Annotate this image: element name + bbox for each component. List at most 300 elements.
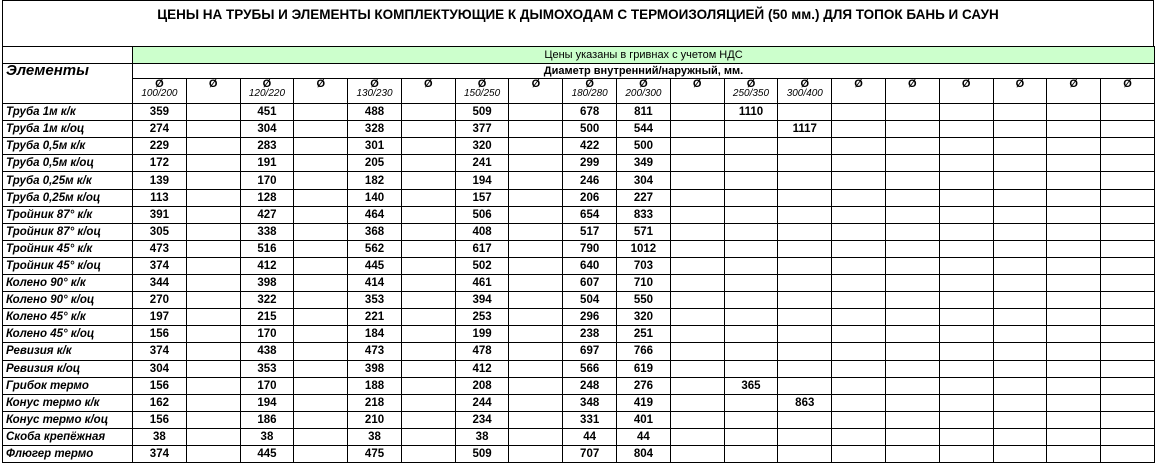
- price-cell: 365: [724, 377, 778, 394]
- price-cell: [1047, 223, 1101, 240]
- price-cell: 488: [348, 104, 402, 121]
- price-cell: [186, 343, 240, 360]
- diameter-value: 150/250: [464, 88, 501, 100]
- price-cell: [939, 360, 993, 377]
- diameter-value: 180/280: [571, 88, 608, 100]
- price-cell: 509: [455, 104, 509, 121]
- price-cell: 359: [133, 104, 187, 121]
- price-cell: [670, 377, 724, 394]
- price-cell: [993, 155, 1047, 172]
- element-name: Ревизия к/оц: [3, 360, 133, 377]
- price-cell: [401, 121, 455, 138]
- price-cell: [670, 206, 724, 223]
- diameter-symbol: Ø: [208, 78, 218, 91]
- price-cell: 398: [348, 360, 402, 377]
- table-row: [3, 377, 1155, 394]
- price-cell: [294, 411, 348, 428]
- price-cell: [885, 121, 939, 138]
- table-row: [3, 343, 1155, 360]
- price-cell: [1101, 411, 1155, 428]
- price-cell: [885, 206, 939, 223]
- diameter-header: Диаметр внутренний/наружный, мм.: [133, 64, 1155, 79]
- price-cell: [509, 360, 563, 377]
- price-cell: [724, 428, 778, 445]
- table-row: [3, 326, 1155, 343]
- table-row: [3, 172, 1155, 189]
- price-cell: [832, 292, 886, 309]
- price-cell: 502: [455, 257, 509, 274]
- diameter-value: 120/220: [248, 88, 286, 100]
- table-row: [3, 394, 1155, 411]
- price-cell: [1047, 445, 1101, 462]
- price-cell: 234: [455, 411, 509, 428]
- price-cell: [939, 240, 993, 257]
- price-cell: [778, 206, 832, 223]
- price-cell: 500: [563, 121, 617, 138]
- price-cell: [294, 309, 348, 326]
- diameter-col-6: [455, 79, 509, 104]
- price-cell: 186: [240, 411, 294, 428]
- price-cell: [186, 104, 240, 121]
- price-cell: [885, 377, 939, 394]
- price-cell: [401, 155, 455, 172]
- price-cell: [832, 138, 886, 155]
- price-cell: [670, 360, 724, 377]
- price-cell: [724, 309, 778, 326]
- table-row: [3, 309, 1155, 326]
- price-cell: 113: [133, 189, 187, 206]
- price-cell: [778, 292, 832, 309]
- diameter-symbol: Ø: [1123, 78, 1132, 91]
- price-cell: [401, 445, 455, 462]
- price-cell: 445: [348, 257, 402, 274]
- price-cell: 244: [455, 394, 509, 411]
- price-cell: [724, 360, 778, 377]
- price-cell: [885, 172, 939, 189]
- price-cell: [1101, 189, 1155, 206]
- price-cell: 206: [563, 189, 617, 206]
- price-cell: [939, 172, 993, 189]
- price-cell: 299: [563, 155, 617, 172]
- price-cell: 445: [240, 445, 294, 462]
- element-name: Конус термо к/к: [3, 394, 133, 411]
- price-cell: 607: [563, 275, 617, 292]
- price-cell: 331: [563, 411, 617, 428]
- price-cell: [724, 172, 778, 189]
- price-cell: [1101, 138, 1155, 155]
- price-cell: [885, 240, 939, 257]
- price-cell: 182: [348, 172, 402, 189]
- price-cell: [186, 326, 240, 343]
- element-name: Колено 45° к/оц: [3, 326, 133, 343]
- price-cell: [294, 275, 348, 292]
- price-cell: 221: [348, 309, 402, 326]
- price-cell: [724, 223, 778, 240]
- price-cell: [778, 275, 832, 292]
- price-cell: [294, 292, 348, 309]
- price-cell: [778, 223, 832, 240]
- price-cell: [1047, 377, 1101, 394]
- price-cell: [509, 104, 563, 121]
- price-cell: [724, 326, 778, 343]
- price-cell: [832, 104, 886, 121]
- price-cell: [401, 309, 455, 326]
- price-cell: [670, 257, 724, 274]
- price-cell: [778, 309, 832, 326]
- price-cell: 640: [563, 257, 617, 274]
- price-cell: 1110: [724, 104, 778, 121]
- diameter-symbol: Ø: [639, 78, 648, 91]
- price-cell: [939, 257, 993, 274]
- price-cell: [939, 275, 993, 292]
- price-cell: 419: [617, 394, 671, 411]
- price-cell: [939, 155, 993, 172]
- diameter-col-15: [939, 79, 993, 104]
- price-cell: 710: [617, 275, 671, 292]
- price-cell: [1047, 240, 1101, 257]
- price-cell: [993, 326, 1047, 343]
- price-cell: [401, 275, 455, 292]
- table-row: [3, 121, 1155, 138]
- diameter-symbol: Ø: [477, 78, 487, 91]
- diameter-value: 100/200: [141, 88, 178, 100]
- price-cell: 253: [455, 309, 509, 326]
- price-cell: [401, 428, 455, 445]
- diameter-col-5: [401, 79, 455, 104]
- price-cell: [939, 104, 993, 121]
- price-cell: [670, 189, 724, 206]
- element-name: Грибок термо: [3, 377, 133, 394]
- price-cell: [993, 138, 1047, 155]
- price-cell: [186, 445, 240, 462]
- element-name: Колено 45° к/к: [3, 309, 133, 326]
- price-cell: [724, 257, 778, 274]
- price-cell: [832, 275, 886, 292]
- element-name: Труба 0,5м к/к: [3, 138, 133, 155]
- diameter-symbol: Ø: [531, 78, 541, 91]
- price-cell: [294, 343, 348, 360]
- diameter-col-11: [724, 79, 778, 104]
- price-cell: [401, 326, 455, 343]
- table-row: [3, 104, 1155, 121]
- price-cell: [993, 394, 1047, 411]
- price-cell: [1047, 104, 1101, 121]
- price-cell: 170: [240, 326, 294, 343]
- price-cell: 304: [240, 121, 294, 138]
- diameter-col-16: [993, 79, 1047, 104]
- price-cell: [832, 326, 886, 343]
- price-cell: 44: [617, 428, 671, 445]
- price-cell: 804: [617, 445, 671, 462]
- price-cell: 322: [240, 292, 294, 309]
- price-cell: [401, 257, 455, 274]
- price-cell: [294, 240, 348, 257]
- price-cell: [294, 377, 348, 394]
- price-cell: 156: [133, 326, 187, 343]
- price-cell: [832, 155, 886, 172]
- price-cell: [832, 360, 886, 377]
- element-name: Конус термо к/оц: [3, 411, 133, 428]
- price-cell: [778, 138, 832, 155]
- diameter-col-14: [885, 79, 939, 104]
- price-cell: [885, 343, 939, 360]
- price-cell: 654: [563, 206, 617, 223]
- price-cell: [885, 138, 939, 155]
- price-cell: 401: [617, 411, 671, 428]
- table-row: [3, 155, 1155, 172]
- diameter-value: 300/400: [786, 88, 823, 100]
- price-cell: [401, 394, 455, 411]
- price-cell: 1117: [778, 121, 832, 138]
- price-cell: [401, 292, 455, 309]
- price-cell: 509: [455, 445, 509, 462]
- price-cell: 475: [348, 445, 402, 462]
- price-cell: 473: [348, 343, 402, 360]
- diameter-symbol: Ø: [1069, 78, 1078, 91]
- price-cell: [1101, 104, 1155, 121]
- price-cell: [294, 445, 348, 462]
- price-cell: 248: [563, 377, 617, 394]
- price-cell: [885, 445, 939, 462]
- price-cell: [724, 411, 778, 428]
- price-cell: 506: [455, 206, 509, 223]
- price-cell: [186, 428, 240, 445]
- price-sheet: [2, 0, 1154, 463]
- price-cell: 205: [348, 155, 402, 172]
- price-cell: [832, 172, 886, 189]
- price-cell: 283: [240, 138, 294, 155]
- price-cell: [509, 189, 563, 206]
- price-cell: [993, 189, 1047, 206]
- price-cell: [778, 189, 832, 206]
- price-cell: [401, 172, 455, 189]
- price-cell: [401, 343, 455, 360]
- price-cell: [832, 206, 886, 223]
- price-cell: 227: [617, 189, 671, 206]
- price-cell: [939, 428, 993, 445]
- price-cell: 241: [455, 155, 509, 172]
- price-cell: [401, 240, 455, 257]
- price-cell: [1101, 240, 1155, 257]
- price-cell: 276: [617, 377, 671, 394]
- price-cell: [294, 206, 348, 223]
- price-cell: [401, 189, 455, 206]
- price-cell: [939, 377, 993, 394]
- diameter-symbol: Ø: [370, 78, 379, 91]
- diameter-col-13: [832, 79, 886, 104]
- price-cell: [670, 121, 724, 138]
- table-row: [3, 360, 1155, 377]
- price-cell: [294, 104, 348, 121]
- price-cell: [993, 428, 1047, 445]
- table-row: [3, 223, 1155, 240]
- price-cell: [670, 292, 724, 309]
- price-cell: [509, 138, 563, 155]
- price-cell: [1047, 172, 1101, 189]
- price-cell: 320: [617, 309, 671, 326]
- price-cell: [832, 411, 886, 428]
- price-cell: 210: [348, 411, 402, 428]
- price-cell: [993, 360, 1047, 377]
- price-cell: [778, 240, 832, 257]
- table-row: [3, 257, 1155, 274]
- price-cell: [832, 240, 886, 257]
- price-cell: 251: [617, 326, 671, 343]
- price-cell: 38: [240, 428, 294, 445]
- price-cell: [993, 104, 1047, 121]
- table-row: [3, 206, 1155, 223]
- price-cell: 353: [240, 360, 294, 377]
- price-cell: 571: [617, 223, 671, 240]
- note-spacer: [3, 47, 133, 64]
- element-name: Скоба крепёжная: [3, 428, 133, 445]
- price-cell: [670, 172, 724, 189]
- price-cell: [401, 377, 455, 394]
- price-cell: [993, 121, 1047, 138]
- price-cell: [885, 257, 939, 274]
- price-cell: [778, 257, 832, 274]
- price-cell: [1101, 172, 1155, 189]
- table-row: [3, 292, 1155, 309]
- price-cell: [993, 257, 1047, 274]
- table-row: [3, 189, 1155, 206]
- price-cell: [186, 377, 240, 394]
- element-name: Труба 0,25м к/к: [3, 172, 133, 189]
- price-cell: 461: [455, 275, 509, 292]
- price-cell: [1047, 309, 1101, 326]
- price-cell: 348: [563, 394, 617, 411]
- price-cell: [670, 394, 724, 411]
- price-cell: 464: [348, 206, 402, 223]
- price-cell: [509, 309, 563, 326]
- price-cell: [724, 445, 778, 462]
- price-cell: 238: [563, 326, 617, 343]
- diameter-symbol: Ø: [262, 78, 272, 91]
- price-cell: [724, 240, 778, 257]
- element-name: Труба 1м к/оц: [3, 121, 133, 138]
- price-cell: [401, 104, 455, 121]
- price-cell: [509, 326, 563, 343]
- element-name: Тройник 87° к/оц: [3, 223, 133, 240]
- price-cell: [294, 223, 348, 240]
- price-cell: 38: [133, 428, 187, 445]
- price-cell: [1101, 155, 1155, 172]
- price-cell: [401, 138, 455, 155]
- price-cell: [939, 394, 993, 411]
- price-cell: 863: [778, 394, 832, 411]
- price-cell: [724, 292, 778, 309]
- diameter-symbol: Ø: [1015, 78, 1025, 91]
- element-name: Колено 90° к/к: [3, 275, 133, 292]
- price-cell: [724, 155, 778, 172]
- price-cell: 353: [348, 292, 402, 309]
- price-cell: 697: [563, 343, 617, 360]
- price-cell: [993, 206, 1047, 223]
- price-cell: [993, 292, 1047, 309]
- price-cell: [832, 189, 886, 206]
- price-cell: [832, 445, 886, 462]
- price-cell: 451: [240, 104, 294, 121]
- price-cell: [670, 309, 724, 326]
- price-cell: [1101, 292, 1155, 309]
- diameter-value: 130/230: [356, 88, 393, 100]
- price-cell: [670, 326, 724, 343]
- price-cell: [186, 240, 240, 257]
- price-cell: [509, 343, 563, 360]
- diameter-symbol: Ø: [692, 78, 702, 91]
- diameter-col-12: [778, 79, 832, 104]
- price-cell: [186, 189, 240, 206]
- price-cell: 412: [455, 360, 509, 377]
- price-cell: [186, 223, 240, 240]
- price-cell: 172: [133, 155, 187, 172]
- price-cell: [509, 223, 563, 240]
- vat-note: Цены указаны в гривнах с учетом НДС: [133, 47, 1155, 64]
- price-cell: 320: [455, 138, 509, 155]
- diameter-symbol: Ø: [155, 78, 164, 91]
- price-cell: [832, 343, 886, 360]
- price-cell: 188: [348, 377, 402, 394]
- price-cell: 394: [455, 292, 509, 309]
- price-cell: [993, 377, 1047, 394]
- price-cell: 208: [455, 377, 509, 394]
- price-cell: 191: [240, 155, 294, 172]
- price-cell: 194: [240, 394, 294, 411]
- price-cell: 328: [348, 121, 402, 138]
- price-cell: [186, 257, 240, 274]
- price-cell: [401, 223, 455, 240]
- price-table: [2, 46, 1155, 463]
- price-cell: 566: [563, 360, 617, 377]
- price-cell: [778, 155, 832, 172]
- price-cell: [885, 189, 939, 206]
- price-cell: 790: [563, 240, 617, 257]
- table-row: [3, 240, 1155, 257]
- price-cell: 703: [617, 257, 671, 274]
- price-cell: [724, 394, 778, 411]
- price-cell: 128: [240, 189, 294, 206]
- price-cell: [832, 309, 886, 326]
- diameter-col-3: [294, 79, 348, 104]
- price-cell: [993, 223, 1047, 240]
- price-cell: [186, 172, 240, 189]
- price-cell: 504: [563, 292, 617, 309]
- element-name: Тройник 45° к/оц: [3, 257, 133, 274]
- price-cell: 38: [455, 428, 509, 445]
- price-cell: [509, 275, 563, 292]
- price-cell: 270: [133, 292, 187, 309]
- price-cell: 157: [455, 189, 509, 206]
- price-cell: 305: [133, 223, 187, 240]
- price-cell: [993, 275, 1047, 292]
- price-cell: 44: [563, 428, 617, 445]
- price-cell: 162: [133, 394, 187, 411]
- diameter-row: [3, 79, 1155, 104]
- diameter-col-10: [670, 79, 724, 104]
- price-cell: 246: [563, 172, 617, 189]
- price-cell: 338: [240, 223, 294, 240]
- price-cell: [1047, 206, 1101, 223]
- price-cell: 156: [133, 377, 187, 394]
- price-cell: 349: [617, 155, 671, 172]
- price-cell: 398: [240, 275, 294, 292]
- price-cell: 408: [455, 223, 509, 240]
- price-cell: [1101, 309, 1155, 326]
- price-cell: [832, 223, 886, 240]
- price-cell: [885, 275, 939, 292]
- price-cell: 377: [455, 121, 509, 138]
- price-cell: [509, 121, 563, 138]
